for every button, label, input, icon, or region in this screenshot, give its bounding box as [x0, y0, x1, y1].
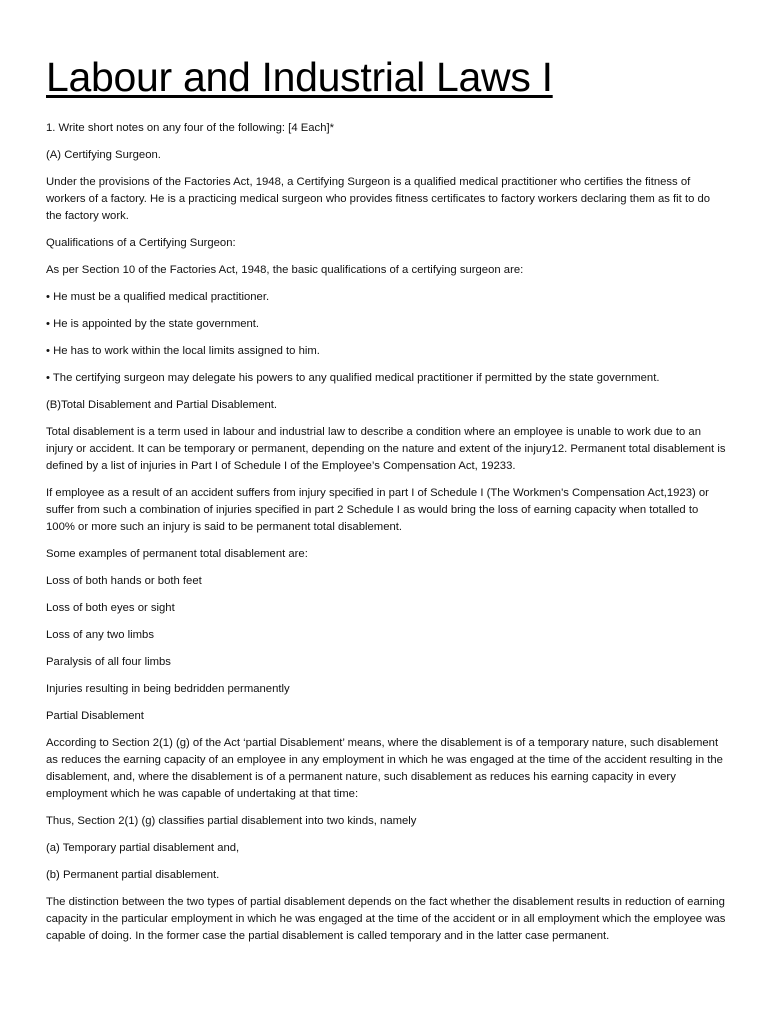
bullet-item: • He must be a qualified medical practitioner. — [46, 291, 270, 303]
document-body — [46, 120, 726, 945]
paragraph: (a) Temporary partial disablement and, — [46, 842, 240, 854]
bullet-item: • He has to work within the local limits assigned to him. — [46, 345, 320, 357]
document-title: Labour and Industrial Laws I — [46, 54, 553, 100]
paragraph: Total disablement is a term used in labour and industrial law to describe a condition where an employee is unable to work due to an injury or accident. It can be temporary or permanent, depending on the nature and extent of the injury12. Permanent total disablement is defined by a list of injuries in Part I of Schedule I of the Employee’s Compensation Act, 19233. — [46, 426, 726, 472]
paragraph: Partial Disablement — [46, 710, 144, 722]
list-item: Loss of any two limbs — [46, 629, 154, 641]
paragraph: According to Section 2(1) (g) of the Act ‘partial Disablement’ means, where the disablement is of a temporary nature, such disablement as reduces the earning capacity of an employee in any employment in which he was engaged at the time of the accident resulting in the disablement, and, where the disablement is of a permanent nature, such disablement as reduces his earning capacity in every employment which he was capable of undertaking at that time: — [46, 737, 723, 800]
paragraph: The distinction between the two types of partial disablement depends on the fact whether the disablement results in reduction of earning capacity in the particular employment in which he was engaged at the time of the accident or in all employment which the employee was capable of doing. In the former case the partial disablement is called temporary and in the latter case permanent. — [46, 896, 726, 942]
paragraph: Under the provisions of the Factories Act, 1948, a Certifying Surgeon is a qualified medical practitioner who certifies the fitness of workers of a factory. He is a practicing medical surgeon who provides fitness certificates to factory workers declaring them as fit to do the factory work. — [46, 176, 711, 222]
list-item: Injuries resulting in being bedridden permanently — [46, 683, 290, 695]
list-item: Loss of both hands or both feet — [46, 575, 202, 587]
paragraph: Thus, Section 2(1) (g) classifies partial disablement into two kinds, namely — [46, 815, 417, 827]
paragraph: (b) Permanent partial disablement. — [46, 869, 220, 881]
paragraph: (B)Total Disablement and Partial Disablement. — [46, 399, 278, 411]
bullet-item: • He is appointed by the state government. — [46, 318, 260, 330]
document-page — [46, 52, 726, 955]
list-item: Paralysis of all four limbs — [46, 656, 171, 668]
paragraph: Some examples of permanent total disablement are: — [46, 548, 308, 560]
paragraph: Qualifications of a Certifying Surgeon: — [46, 237, 236, 249]
paragraph: If employee as a result of an accident suffers from injury specified in part I of Schedule I (The Workmen's Compensation Act,1923) or suffer from such a combination of injuries specified in part 2 Schedule I as would bring the loss of earning capacity when totalled to 100% or more such an injury is said to be permanent total disablement. — [46, 487, 709, 533]
paragraph: (A) Certifying Surgeon. — [46, 149, 161, 161]
paragraph: As per Section 10 of the Factories Act, 1948, the basic qualifications of a certifying surgeon are: — [46, 264, 524, 276]
paragraph: 1. Write short notes on any four of the following: [4 Each]* — [46, 122, 335, 134]
bullet-item: • The certifying surgeon may delegate his powers to any qualified medical practitioner if permitted by the state government. — [46, 372, 660, 384]
list-item: Loss of both eyes or sight — [46, 602, 175, 614]
